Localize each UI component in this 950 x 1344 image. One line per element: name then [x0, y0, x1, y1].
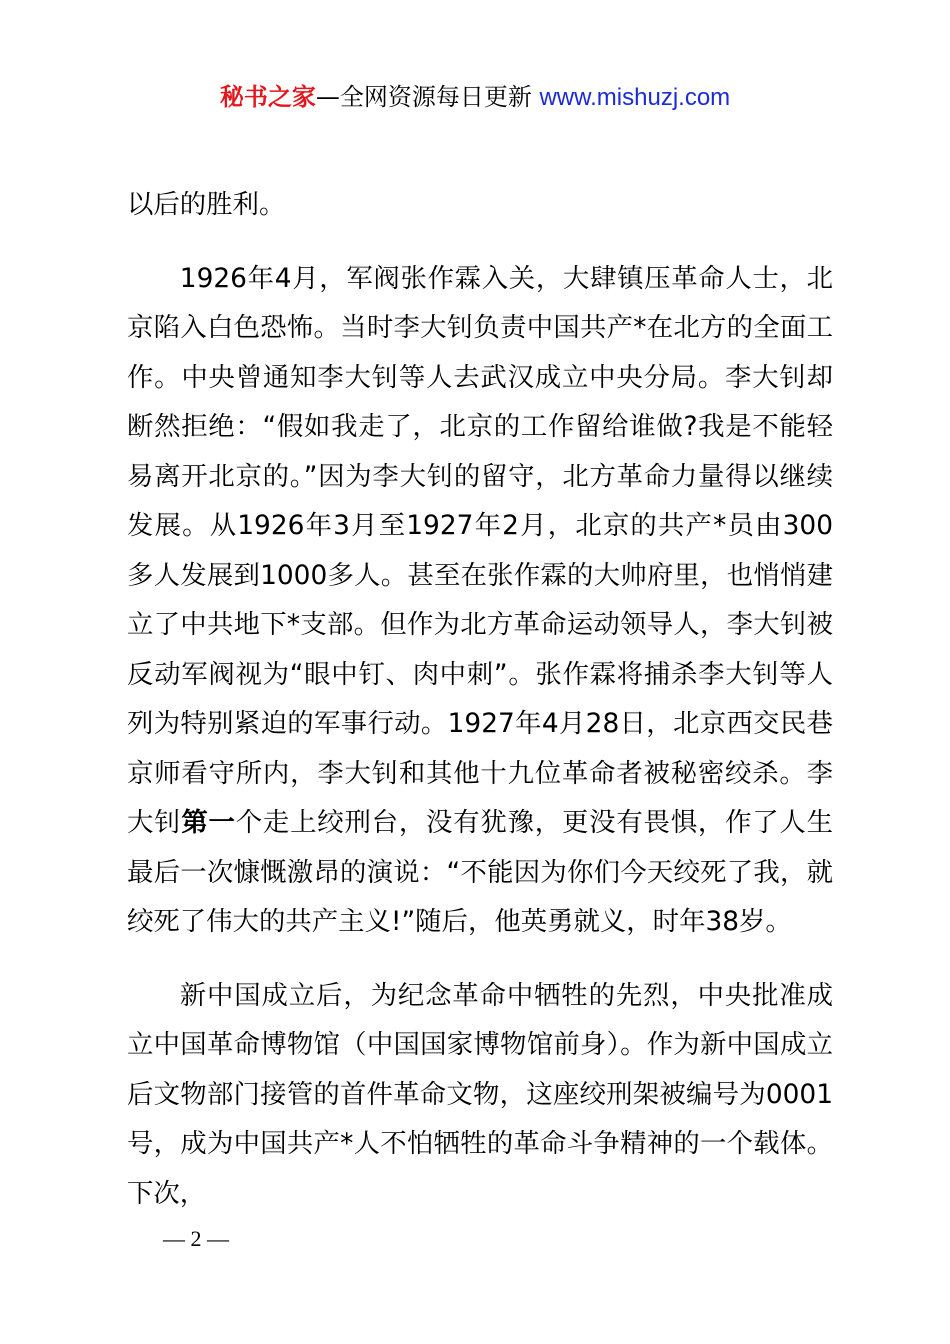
page-number: — 2 — [163, 1226, 229, 1251]
bold-emphasis: 第一 [181, 807, 236, 838]
paragraph-text: 1926年4月，军阀张作霖入关，大肆镇压革命人士，北京陷入白色恐怖。当时李大钊负责中国共产*在北方的全面工作。中央曾通知李大钊等人去武汉成立中央分局。李大钊却断然拒绝：“假如我走了，北京的工作留给谁做?我是不能轻易离开北京的。”因为李大钊的留守，北方革命力量得以继续发展。从1926年3月至1927年2月，北京的共产*员由300多人发展到1000多人。甚至在张作霖的大帅府里，也悄悄建立了中共地下*支部。但作为北方革命运动领导人，李大钊被反动军阀视为“眼中钉、肉中刺”。张作霖将捕杀李大钊等人列为特别紧迫的军事行动。1927年4月28日，北京西交民巷京师看守所内，李大钊和其他十九位革命者被秘密绞杀。李大钊 [127, 262, 833, 838]
site-header [0, 82, 950, 113]
document-body [127, 180, 833, 1218]
paragraph-li-dazhao [127, 254, 833, 947]
paragraph-text: 个走上绞刑台，没有犹豫，更没有畏惧，作了人生最后一次慷慨激昂的演说：“不能因为你们今天绞死了我，就绞死了伟大的共产主义!”随后，他英勇就义，时年38岁。 [127, 807, 834, 937]
site-tagline: —全网资源每日更新 [315, 83, 532, 111]
paragraph-continuation: 以后的胜利。 [127, 189, 286, 220]
paragraph-museum: 新中国成立后，为纪念革命中牺牲的先烈，中央批准成立中国革命博物馆（中国国家博物馆前身）。作为新中国成立后文物部门接管的首件革命文物，这座绞刑架被编号为0001号，成为中国共产*人不怕牺牲的革命斗争精神的一个载体。下次， [127, 979, 833, 1209]
site-url-link[interactable]: www.mishuzj.com [539, 84, 731, 111]
site-brand: 秘书之家 [219, 83, 316, 111]
